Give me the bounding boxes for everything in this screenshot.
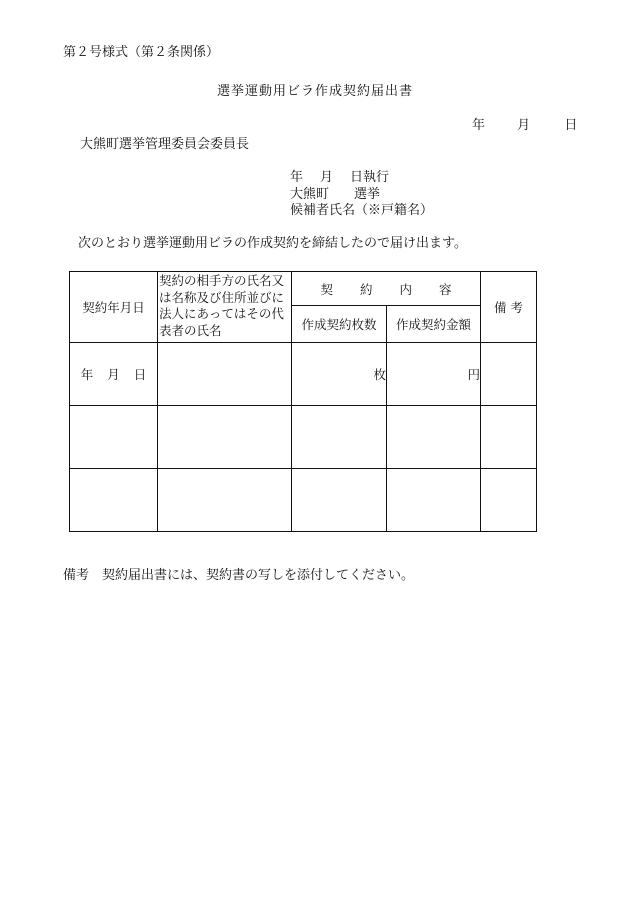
- candidate-name-row: [290, 203, 433, 220]
- row1-party-cell[interactable]: [158, 343, 292, 406]
- candidate-block: [290, 170, 433, 220]
- date-year-label: 年: [472, 118, 486, 133]
- row1-count-unit: 枚: [373, 367, 386, 382]
- header-contract-party: 契約の相手方の氏名又は名称及び住所並びに法人にあってはその代表者の氏名: [158, 272, 292, 343]
- contract-table: [69, 271, 537, 532]
- row3-count-cell[interactable]: [292, 469, 387, 532]
- contract-details-char: 容: [439, 281, 452, 297]
- exec-year-label: 年: [290, 170, 304, 185]
- header-notes: 備 考: [481, 272, 537, 343]
- header-contract-count: 作成契約枚数: [292, 306, 387, 343]
- contract-details-char: 約: [359, 281, 373, 297]
- row2-notes-cell[interactable]: [481, 406, 537, 469]
- row3-party-cell[interactable]: [158, 469, 292, 532]
- row1-count-cell[interactable]: [292, 343, 387, 406]
- date-day-label: 日: [564, 118, 578, 133]
- election-label: 選挙: [354, 186, 381, 202]
- row2-count-cell[interactable]: [292, 406, 387, 469]
- row3-date-cell[interactable]: [70, 469, 158, 532]
- row2-party-cell[interactable]: [158, 406, 292, 469]
- document-title: 選挙運動用ビラ作成契約届出書: [216, 84, 413, 99]
- recipient-title: 大熊町選挙管理委員会委員長: [80, 137, 250, 152]
- row3-amount-cell[interactable]: [387, 469, 481, 532]
- row3-notes-cell[interactable]: [481, 469, 537, 532]
- row1-amount-cell[interactable]: [387, 343, 481, 406]
- contract-details-char: 契: [320, 281, 333, 297]
- exec-month-label: 月: [320, 170, 334, 185]
- submission-date-line: [472, 118, 577, 134]
- header-contract-date: 契約年月日: [70, 272, 158, 343]
- form-number: 第２号様式（第２条関係）: [63, 45, 220, 60]
- row1-notes-cell[interactable]: [481, 343, 537, 406]
- contract-details-char: 内: [399, 281, 413, 297]
- header-contract-details: [292, 272, 481, 306]
- footnote: 備考 契約届出書には、契約書の写しを添付してください。: [63, 568, 415, 583]
- header-contract-amount: 作成契約金額: [387, 306, 481, 343]
- intro-text: 次のとおり選挙運動用ビラの作成契約を締結したので届け出ます。: [78, 236, 467, 251]
- row1-amount-unit: 円: [467, 367, 480, 382]
- town-label: 大熊町: [290, 186, 330, 202]
- row2-amount-cell[interactable]: [387, 406, 481, 469]
- row2-date-cell[interactable]: [70, 406, 158, 469]
- row1-date-day: 日: [133, 367, 147, 382]
- row1-date-year: 年: [80, 367, 94, 382]
- row1-date-cell: [70, 343, 158, 406]
- row1-date-month: 月: [107, 367, 120, 382]
- election-row: [290, 187, 433, 204]
- exec-day-label: 日執行: [350, 170, 390, 185]
- candidate-name-label: 候補者氏名（※戸籍名）: [290, 203, 434, 218]
- date-month-label: 月: [517, 118, 531, 133]
- execution-date-row: [290, 170, 433, 187]
